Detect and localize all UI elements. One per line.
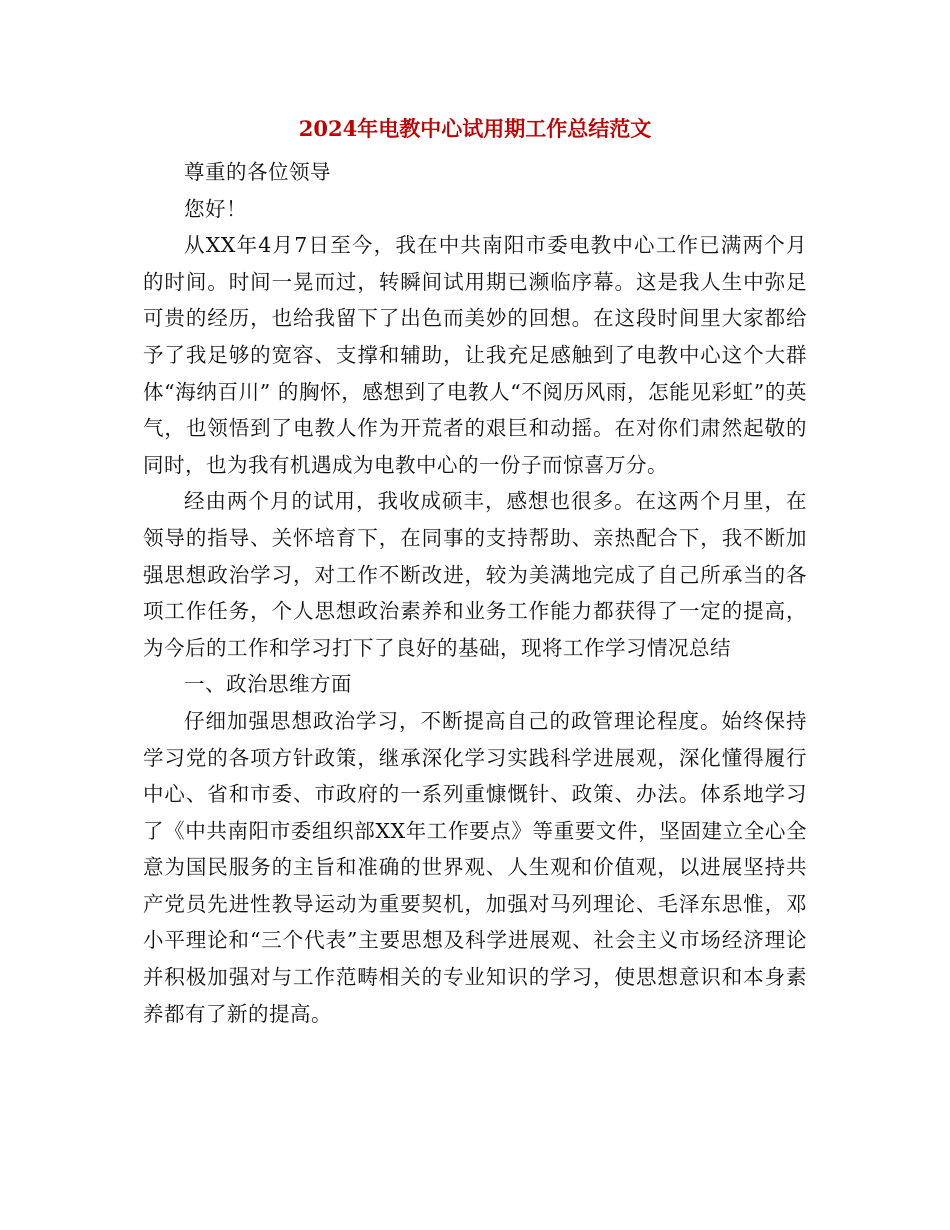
document-title: 2024年电教中心试用期工作总结范文 bbox=[298, 116, 652, 141]
document-body bbox=[143, 154, 807, 1032]
greeting: 您好！ bbox=[184, 196, 247, 221]
paragraph-political: 仔细加强思想政治学习，不断提高自己的政管理论程度。始终保持学习党的各项方针政策，继承深化学习实践科学进展观，深化懂得履行中心、省和市委、市政府的一系列重慷慨针、政策、办法。体系地学习了《中共南阳市委组织部XX年工作要点》等重要文件，坚固建立全心全意为国民服务的主旨和准确的世界观、人生观和价值观，以进展坚持共产党员先进性教导运动为重要契机，加强对马列理论、毛泽东思惟，邓小平理论和“三个代表”主要思想及科学进展观、社会主义市场经济理论并积极加强对与工作范畴相关的专业知识的学习，使思想意识和本身素养都有了新的提高。 bbox=[143, 708, 807, 1026]
paragraph-intro: 从XX年4月7日至今，我在中共南阳市委电教中心工作已满两个月的时间。时间一晃而过，转瞬间试用期已濒临序幕。这是我人生中弥足可贵的经历，也给我留下了出色而美妙的回想。在这段时间里大家都给予了我足够的宽容、支撑和辅助，让我充足感触到了电教中心这个大群体“海纳百川” 的胸怀，感想到了电教人“不阅历风雨，怎能见彩虹”的英气，也领悟到了电教人作为开荒者的艰巨和动摇。在对你们肃然起敬的同时，也为我有机遇成为电教中心的一份子而惊喜万分。 bbox=[143, 233, 807, 477]
salutation: 尊重的各位领导 bbox=[184, 160, 331, 184]
section-heading-political: 一、政治思维方面 bbox=[184, 672, 352, 697]
paragraph-summary: 经由两个月的试用，我收成硕丰，感想也很多。在这两个月里，在领导的指导、关怀培育下，在同事的支持帮助、亲热配合下，我不断加强思想政治学习，对工作不断改进，较为美满地完成了自己所承当的各项工作任务，个人思想政治素养和业务工作能力都获得了一定的提高，为今后的工作和学习打下了良好的基础，现将工作学习情况总结 bbox=[143, 489, 807, 660]
